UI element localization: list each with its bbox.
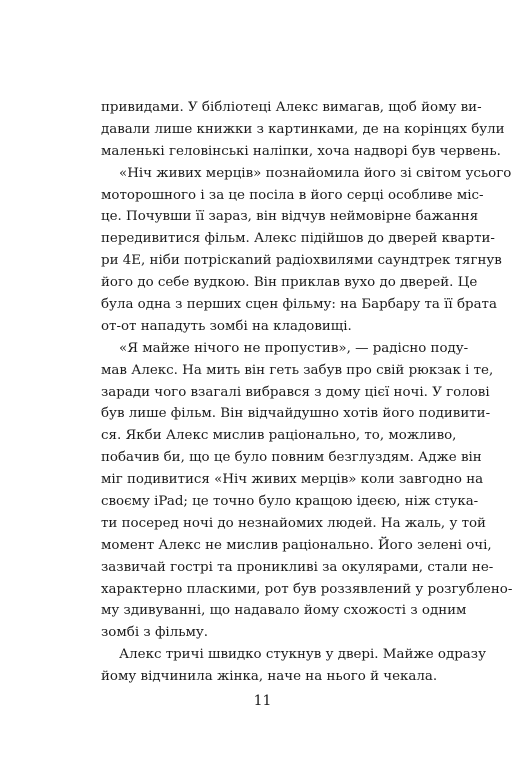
text-line: момент Алекс не мислив раціонально. Його зелені очі,: [101, 537, 492, 553]
text-line: мав Алекс. На мить він геть забув про свій рюкзак і те,: [101, 362, 494, 378]
text-line: от-от нападуть зомбі на кладовищі.: [101, 318, 352, 334]
paragraph-4: [101, 644, 486, 688]
text-line: маленькі геловінські наліпки, хоча надворі був червень.: [101, 143, 501, 159]
text-line: був лише фільм. Він відчайдушно хотів його подивити-: [101, 406, 491, 422]
paragraph-3: [101, 338, 513, 644]
page-number: 11: [253, 693, 272, 709]
text-line: міг подивитися «Ніч живих мерців» коли завгодно на: [101, 472, 484, 488]
text-line: йому відчинила жінка, наче на нього й чекала.: [101, 669, 438, 685]
paragraph-2: [101, 163, 512, 338]
text-line: характерно пласкими, рот був роззявлений у розгублено-: [101, 581, 513, 597]
text-line: зазвичай гострі та проникливі за окулярами, стали не-: [101, 559, 494, 575]
text-line: му здивуванні, що надавало йому схожості з одним: [101, 603, 467, 619]
text-line: ся. Якби Алекс мислив раціонально, то, можливо,: [101, 428, 457, 444]
text-line: привидами. У бібліотеці Алекс вимагав, щоб йому ви-: [101, 100, 482, 115]
text-line: «Я майже нічого не пропустив», — радісно поду-: [119, 340, 469, 356]
text-line: побачив би, що це було повним безглуздям. Адже він: [101, 450, 482, 466]
paragraph-1: [101, 97, 505, 163]
text-line: ти посеред ночі до незнайомих людей. На жаль, у той: [101, 515, 486, 531]
text-line: була одна з перших сцен фільму: на Барбару та її брата: [101, 297, 497, 313]
text-line: зомбі з фільму.: [101, 625, 209, 641]
text-line: своєму iPad; це точно було кращою ідеєю, ніж стука-: [101, 494, 479, 510]
text-line: давали лише книжки з картинками, де на корінцях були: [101, 121, 505, 137]
text-line: це. Почувши її зараз, він відчув неймовірне бажання: [101, 209, 479, 225]
text-line: моторошного і за це посіла в його серці особливе міс-: [101, 187, 484, 203]
text-line: його до себе вудкою. Він приклав вухо до дверей. Це: [101, 275, 478, 291]
text-line: Алекс тричі швидко стукнув у двері. Майже одразу: [119, 647, 486, 663]
text-line: заради чого взагалі вибрався з дому цієї ночі. У голові: [101, 384, 490, 400]
text-line: ри 4Е, ніби потріскаnий радіохвилями саундтрек тягнув: [101, 253, 502, 269]
text-line: передивитися фільм. Алекс підійшов до дверей кварти-: [101, 231, 495, 247]
text-line: «Ніч живих мерців» познайомила його зі світом усього: [119, 165, 512, 181]
body-text: [101, 97, 513, 688]
